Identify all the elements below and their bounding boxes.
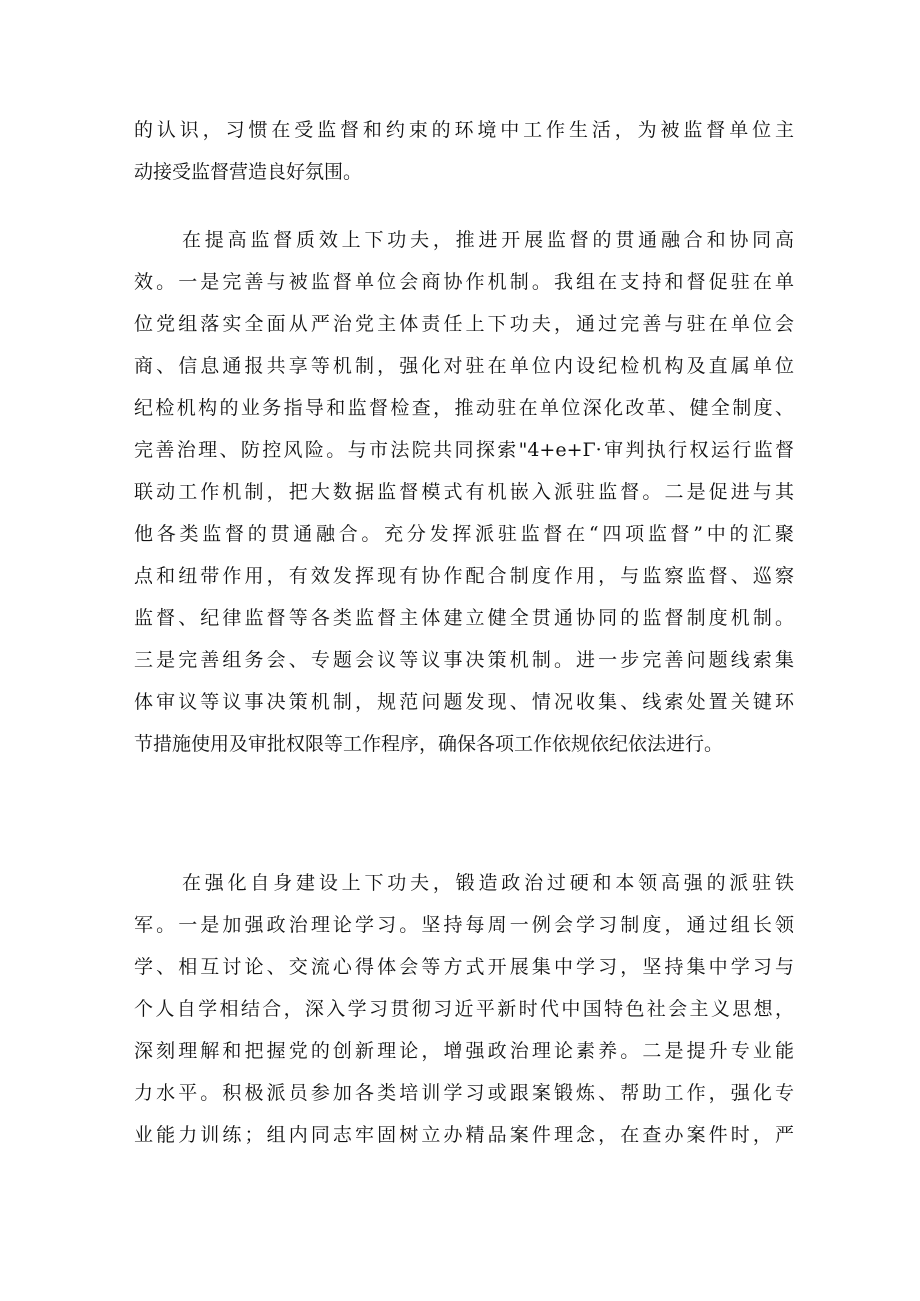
paragraph-line: 业能力训练；组内同志牢固树立办精品案件理念，在查办案件时，严 <box>134 1124 794 1146</box>
paragraph-line: 他各类监督的贯通融合。充分发挥派驻监督在“四项监督”中的汇聚 <box>134 523 794 545</box>
paragraph-line: 监督、纪律监督等各类监督主体建立健全贯通协同的监督制度机制。 <box>134 607 794 629</box>
paragraph-line: 完善治理、防控风险。与市法院共同探索"4+e+Γ·审判执行权运行监督 <box>134 439 794 461</box>
paragraph-line: 联动工作机制，把大数据监督模式有机嵌入派驻监督。二是促进与其 <box>134 481 794 503</box>
paragraph-1 <box>134 109 794 193</box>
paragraph-line: 在强化自身建设上下功夫，锻造政治过硬和本领高强的派驻铁 <box>182 872 794 894</box>
paragraph-line: 力水平。积极派员参加各类培训学习或跟案锻炼、帮助工作，强化专 <box>134 1082 794 1104</box>
paragraph-line: 纪检机构的业务指导和监督检查，推动驻在单位深化改革、健全制度、 <box>134 397 794 419</box>
paragraph-2 <box>134 219 794 765</box>
paragraph-line: 学、相互讨论、交流心得体会等方式开展集中学习，坚持集中学习与 <box>134 956 794 978</box>
paragraph-line: 效。一是完善与被监督单位会商协作机制。我组在支持和督促驻在单 <box>134 271 794 293</box>
paragraph-line: 商、信息通报共享等机制，强化对驻在单位内设纪检机构及直属单位 <box>134 355 794 377</box>
paragraph-line: 军。一是加强政治理论学习。坚持每周一例会学习制度，通过组长领 <box>134 914 794 936</box>
paragraph-line: 动接受监督营造良好氛围。 <box>134 161 363 183</box>
paragraph-line: 节措施使用及审批权限等工作程序，确保各项工作依规依纪依法进行。 <box>134 733 724 755</box>
paragraph-line: 体审议等议事决策机制，规范问题发现、情况收集、线索处置关键环 <box>134 691 794 713</box>
paragraph-line: 位党组落实全面从严治党主体责任上下功夫，通过完善与驻在单位会 <box>134 313 794 335</box>
paragraph-line: 点和纽带作用，有效发挥现有协作配合制度作用，与监察监督、巡察 <box>134 565 794 587</box>
paragraph-line: 的认识，习惯在受监督和约束的环境中工作生活，为被监督单位主 <box>134 119 794 141</box>
paragraph-line: 三是完善组务会、专题会议等议事决策机制。进一步完善问题线索集 <box>134 649 794 671</box>
paragraph-3 <box>134 862 794 1156</box>
paragraph-line: 在提高监督质效上下功夫，推进开展监督的贯通融合和协同高 <box>182 229 794 251</box>
paragraph-line: 个人自学相结合，深入学习贯彻习近平新时代中国特色社会主义思想， <box>134 998 794 1020</box>
paragraph-line: 深刻理解和把握党的创新理论，增强政治理论素养。二是提升专业能 <box>134 1040 794 1062</box>
